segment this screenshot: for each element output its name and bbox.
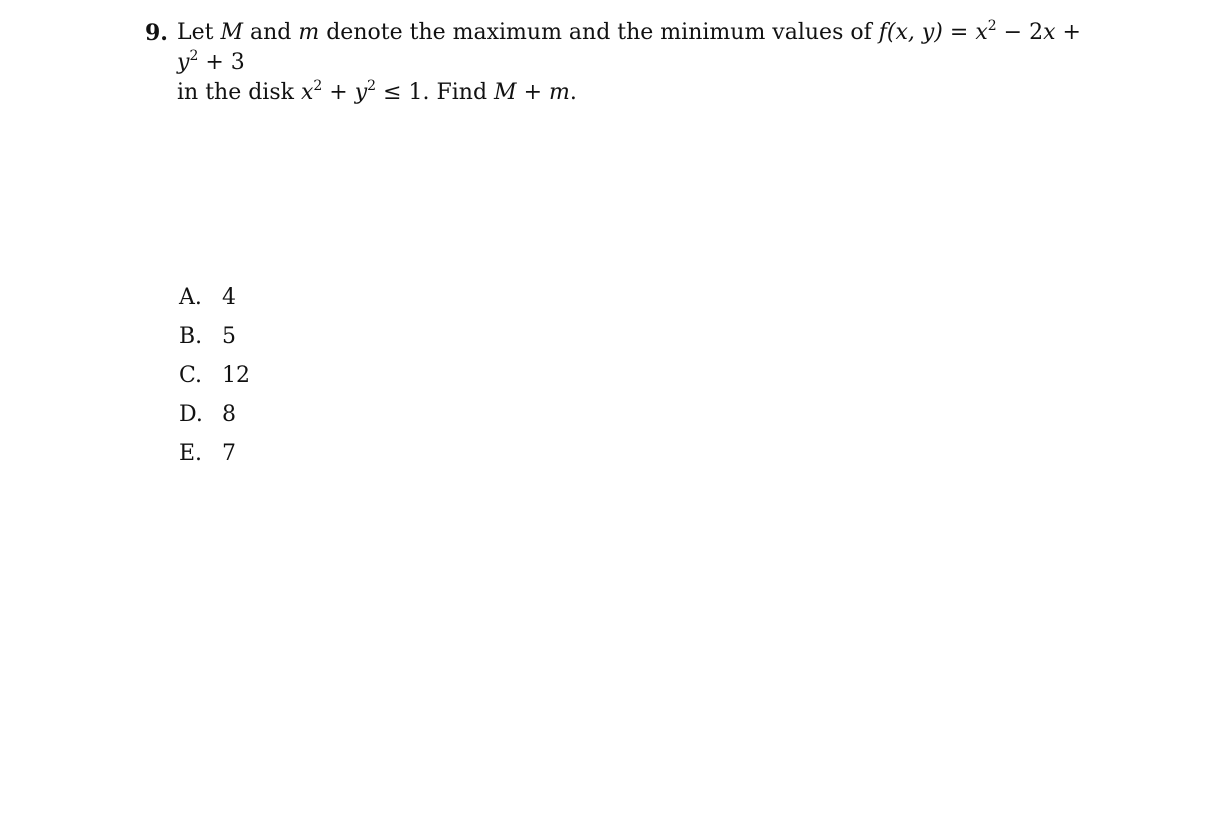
- answer-choices: [179, 283, 250, 478]
- math-exponent: 2: [189, 48, 199, 64]
- math-var: y: [354, 80, 368, 105]
- math-args: (x, y): [886, 20, 943, 45]
- choice-d[interactable]: [179, 400, 250, 439]
- choice-value: 8: [222, 402, 236, 427]
- text-fragment: Let: [177, 20, 221, 45]
- math-var: x: [975, 20, 988, 45]
- math-var: m: [549, 80, 570, 105]
- choice-letter: B.: [179, 324, 203, 349]
- question-block: [145, 18, 1105, 108]
- math-var: x: [300, 80, 314, 105]
- math-exponent: 2: [987, 18, 997, 34]
- text-fragment: and: [243, 20, 299, 45]
- math-var: f: [878, 20, 887, 45]
- math-var: M: [494, 80, 517, 105]
- text-fragment: ≤ 1. Find: [376, 80, 495, 105]
- choice-letter: D.: [179, 402, 203, 427]
- choice-value: 12: [222, 363, 250, 388]
- choice-value: 7: [222, 441, 236, 466]
- question-text: [177, 18, 1105, 108]
- math-exponent: 2: [313, 78, 323, 94]
- text-fragment: .: [569, 80, 577, 105]
- math-var: y: [177, 50, 190, 75]
- math-op: − 2: [996, 20, 1044, 45]
- choice-value: 5: [222, 324, 236, 349]
- choice-e[interactable]: [179, 439, 250, 478]
- choice-b[interactable]: [179, 322, 250, 361]
- choice-c[interactable]: [179, 361, 250, 400]
- choice-value: 4: [222, 285, 236, 310]
- math-op: +: [516, 80, 549, 105]
- text-fragment: in the disk: [177, 80, 301, 105]
- math-op: =: [942, 20, 976, 45]
- math-var: M: [220, 20, 243, 45]
- math-exponent: 2: [367, 78, 377, 94]
- choice-a[interactable]: [179, 283, 250, 322]
- question-number: 9.: [145, 20, 168, 46]
- text-fragment: denote the maximum and the minimum values of: [319, 20, 879, 45]
- math-op: +: [322, 80, 355, 105]
- choice-letter: C.: [179, 363, 203, 388]
- math-var: x: [1043, 20, 1056, 45]
- math-var: m: [298, 20, 320, 45]
- math-op: + 3: [198, 50, 245, 75]
- choice-letter: E.: [179, 441, 203, 466]
- math-op: +: [1055, 20, 1081, 45]
- choice-letter: A.: [179, 285, 202, 310]
